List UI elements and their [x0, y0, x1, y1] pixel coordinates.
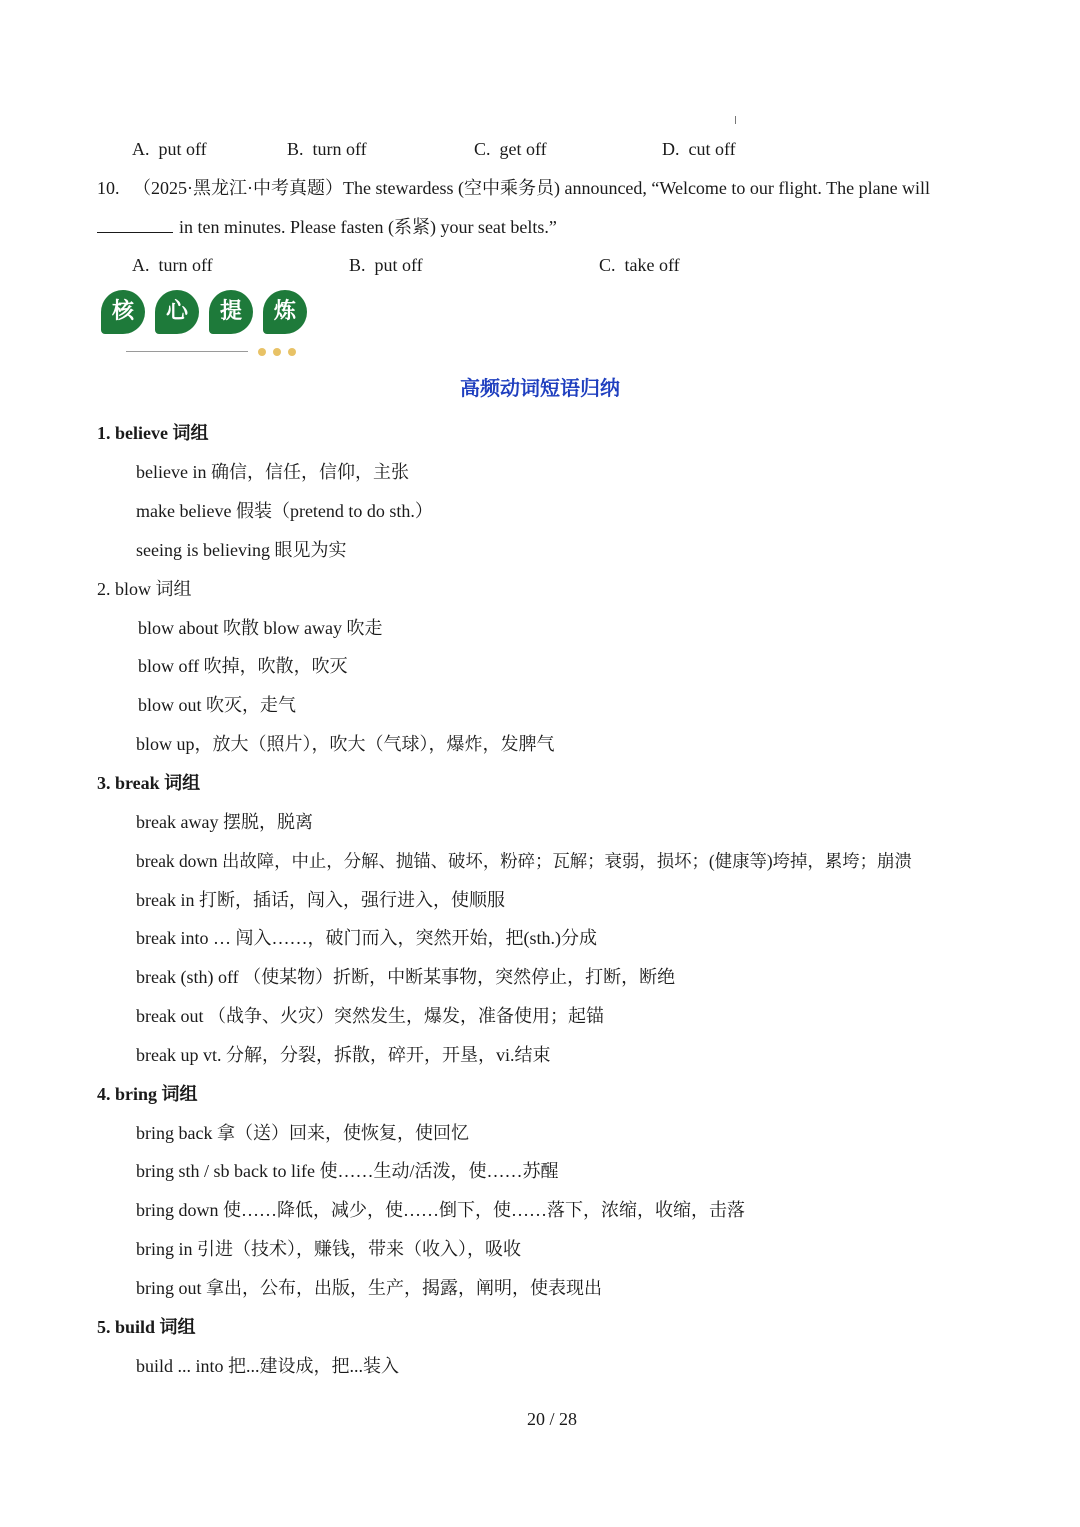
list-item: bring out 拿出，公布，出版，生产，揭露，阐明，使表现出	[136, 1278, 602, 1298]
list-item: blow up，放大（照片），吹大（气球），爆炸，发脾气	[136, 734, 555, 754]
deco-dot	[258, 348, 266, 356]
section-title: 高频动词短语归纳	[460, 376, 620, 400]
group-heading-believe: 1. believe 词组	[97, 423, 209, 443]
group-heading-break: 3. break 词组	[97, 773, 201, 793]
list-item: build ... into 把...建设成，把...装入	[136, 1356, 400, 1376]
list-item: bring down 使……降低，减少，使……倒下，使……落下，浓缩，收缩，击落	[136, 1200, 745, 1220]
list-item: break in 打断，插话，闯入，强行进入，使顺服	[136, 890, 505, 910]
list-item: break into … 闯入……，破门而入，突然开始，把(sth.)分成	[136, 928, 597, 948]
q9-option-c[interactable]: C. get off	[474, 139, 547, 159]
q10-line2	[97, 216, 557, 238]
list-item: break (sth) off （使某物）折断，中断某事物，突然停止，打断，断绝	[136, 967, 676, 987]
list-item: break away 摆脱，脱离	[136, 812, 313, 832]
page-number: 20 / 28	[526, 1409, 577, 1429]
deco-dot	[288, 348, 296, 356]
list-item: blow off 吹掉，吹散，吹灭	[138, 656, 348, 676]
q10-line1	[97, 177, 930, 199]
q9-option-b[interactable]: B. turn off	[287, 139, 367, 159]
deco-dot	[273, 348, 281, 356]
badge-he: 核	[101, 290, 145, 334]
q10-text2: in ten minutes. Please fasten (系紧) your seat belts.”	[179, 217, 557, 237]
q10-option-c[interactable]: C. take off	[599, 255, 680, 275]
list-item: bring sth / sb back to life 使……生动/活泼，使……苏醒	[136, 1161, 559, 1181]
badge-underline	[126, 351, 248, 352]
list-item: blow about 吹散 blow away 吹走	[138, 618, 383, 638]
list-item: make believe 假装（pretend to do sth.）	[136, 501, 433, 521]
q10-number: 10.	[97, 178, 120, 198]
q10-text1: The stewardess (空中乘务员) announced, “Welcome to our flight. The plane will	[343, 178, 931, 198]
list-item: bring in 引进（技术），赚钱，带来（收入），吸收	[136, 1239, 521, 1259]
q10-option-a[interactable]: A. turn off	[132, 255, 213, 275]
q10-option-b[interactable]: B. put off	[349, 255, 423, 275]
q9-option-a[interactable]: A. put off	[132, 139, 207, 159]
list-item: break out （战争、火灾）突然发生，爆发，准备使用；起锚	[136, 1006, 604, 1026]
group-heading-blow: 2. blow 词组	[97, 579, 192, 599]
list-item: bring back 拿（送）回来，使恢复，使回忆	[136, 1123, 469, 1143]
badge-xin: 心	[155, 290, 199, 334]
q9-option-d[interactable]: D. cut off	[662, 139, 736, 159]
badge-lian: 炼	[263, 290, 307, 334]
list-item: seeing is believing 眼见为实	[136, 540, 347, 560]
stray-mark	[735, 116, 736, 124]
group-heading-bring: 4. bring 词组	[97, 1084, 198, 1104]
list-item: believe in 确信，信任，信仰，主张	[136, 462, 409, 482]
group-heading-build: 5. build 词组	[97, 1317, 196, 1337]
list-item: break down 出故障，中止，分解、抛锚、破坏，粉碎；瓦解；衰弱，损坏；(健康等)垮掉，累垮；崩溃	[136, 851, 912, 871]
q10-source: （2025·黑龙江·中考真题）	[133, 178, 343, 198]
list-item: blow out 吹灭，走气	[138, 695, 297, 715]
answer-blank[interactable]	[97, 218, 173, 233]
list-item: break up vt. 分解，分裂，拆散，碎开，开垦，vi.结束	[136, 1045, 551, 1065]
badge-ti: 提	[209, 290, 253, 334]
